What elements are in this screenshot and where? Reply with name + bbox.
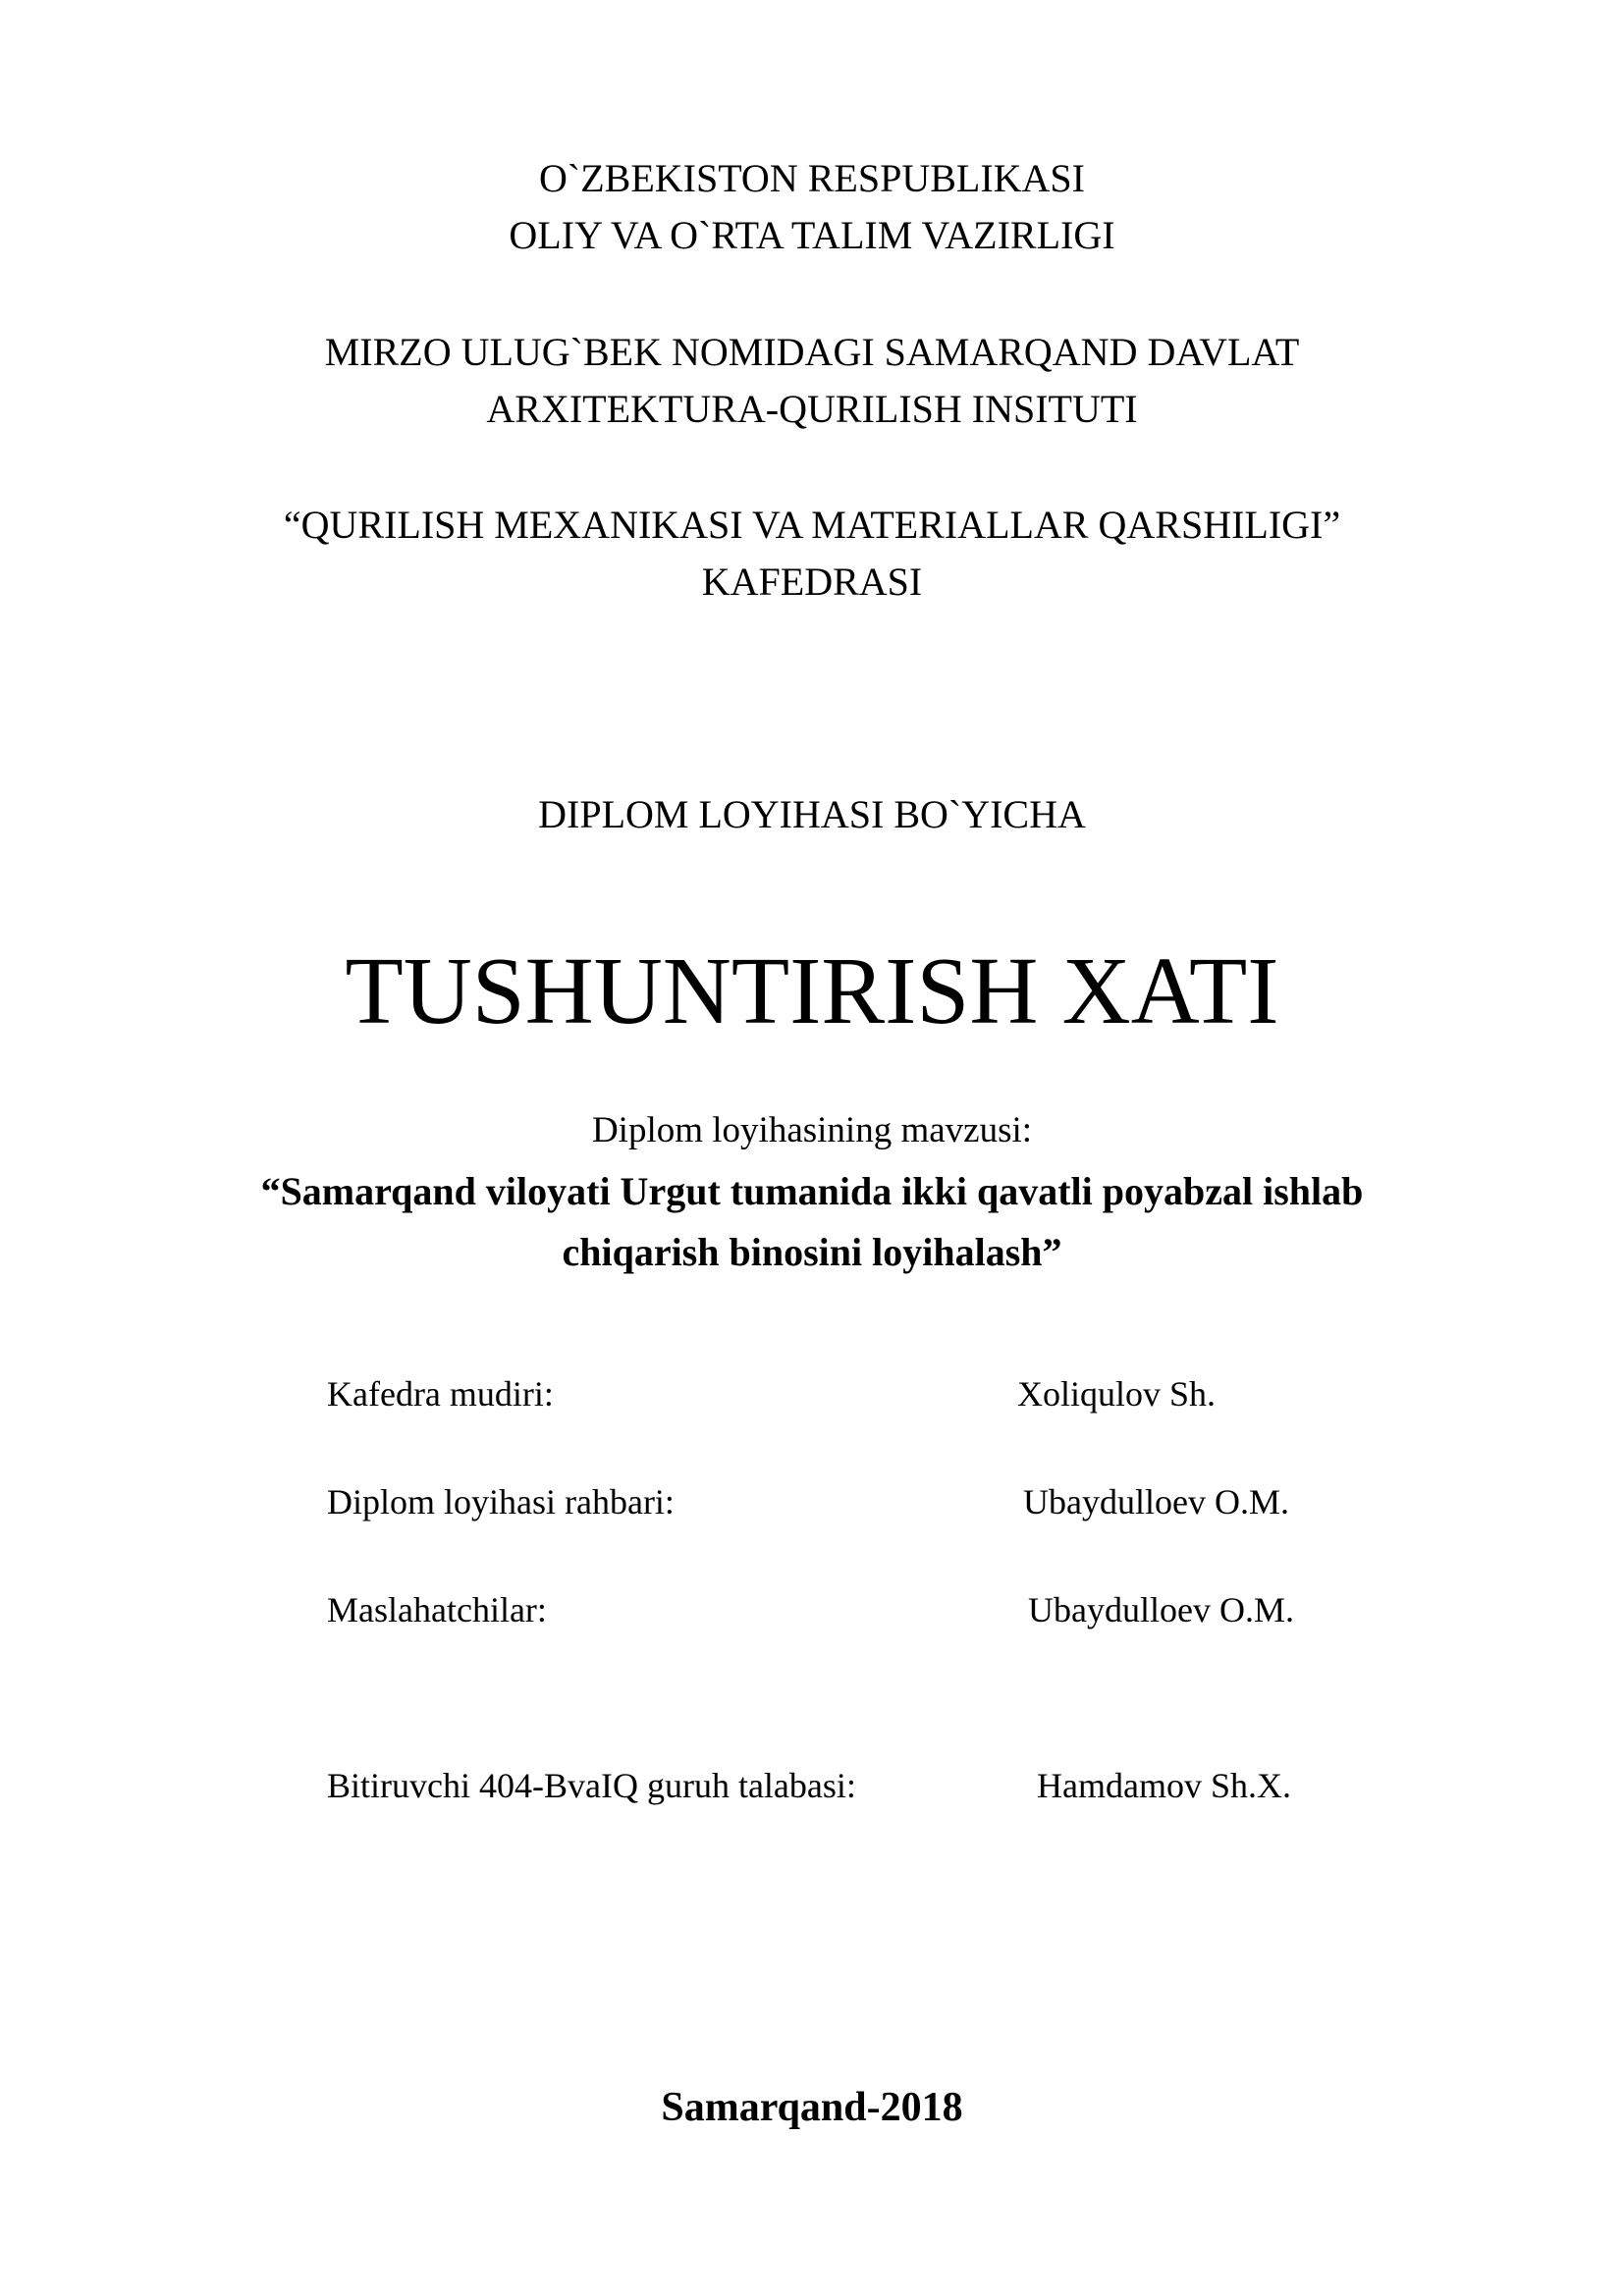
department-heading-line2: KAFEDRASI: [701, 560, 923, 604]
institute-heading-line1: MIRZO ULUG`BEK NOMIDAGI SAMARQAND DAVLAT: [324, 330, 1300, 374]
signature-label-consultants: Maslahatchilar:: [327, 1590, 547, 1629]
signature-label-supervisor: Diplom loyihasi rahbari:: [327, 1482, 675, 1522]
city-year-footer: Samarqand-2018: [661, 2085, 963, 2130]
signature-label-student: Bitiruvchi 404-BvaIQ guruh talabasi:: [327, 1766, 856, 1805]
topic-line2: chiqarish binosini loyihalash”: [562, 1230, 1062, 1274]
topic-label: Diplom loyihasining mavzusi:: [591, 1110, 1033, 1150]
signature-name-consultants: Ubaydulloev O.M.: [1028, 1590, 1294, 1629]
signature-label-head: Kafedra mudiri:: [327, 1374, 554, 1414]
ministry-heading: OLIY VA O`RTA TALIM VAZIRLIGI: [509, 213, 1115, 257]
signature-name-head: Xoliqulov Sh.: [1017, 1374, 1217, 1414]
document-subtitle: DIPLOM LOYIHASI BO`YICHA: [538, 792, 1086, 836]
signature-name-supervisor: Ubaydulloev O.M.: [1023, 1482, 1289, 1522]
department-heading-line1: “QURILISH MEXANIKASI VA MATERIALLAR QARSHILIGI”: [283, 503, 1341, 547]
institute-heading-line2: ARXITEKTURA-QURILISH INSITUTI: [486, 387, 1138, 431]
country-heading: O`ZBEKISTON RESPUBLIKASI: [539, 156, 1085, 200]
signature-name-student: Hamdamov Sh.X.: [1037, 1766, 1291, 1805]
document-title: TUSHUNTIRISH XATI: [345, 938, 1279, 1043]
topic-line1: “Samarqand viloyati Urgut tumanida ikki qavatli poyabzal ishlab: [260, 1169, 1364, 1213]
